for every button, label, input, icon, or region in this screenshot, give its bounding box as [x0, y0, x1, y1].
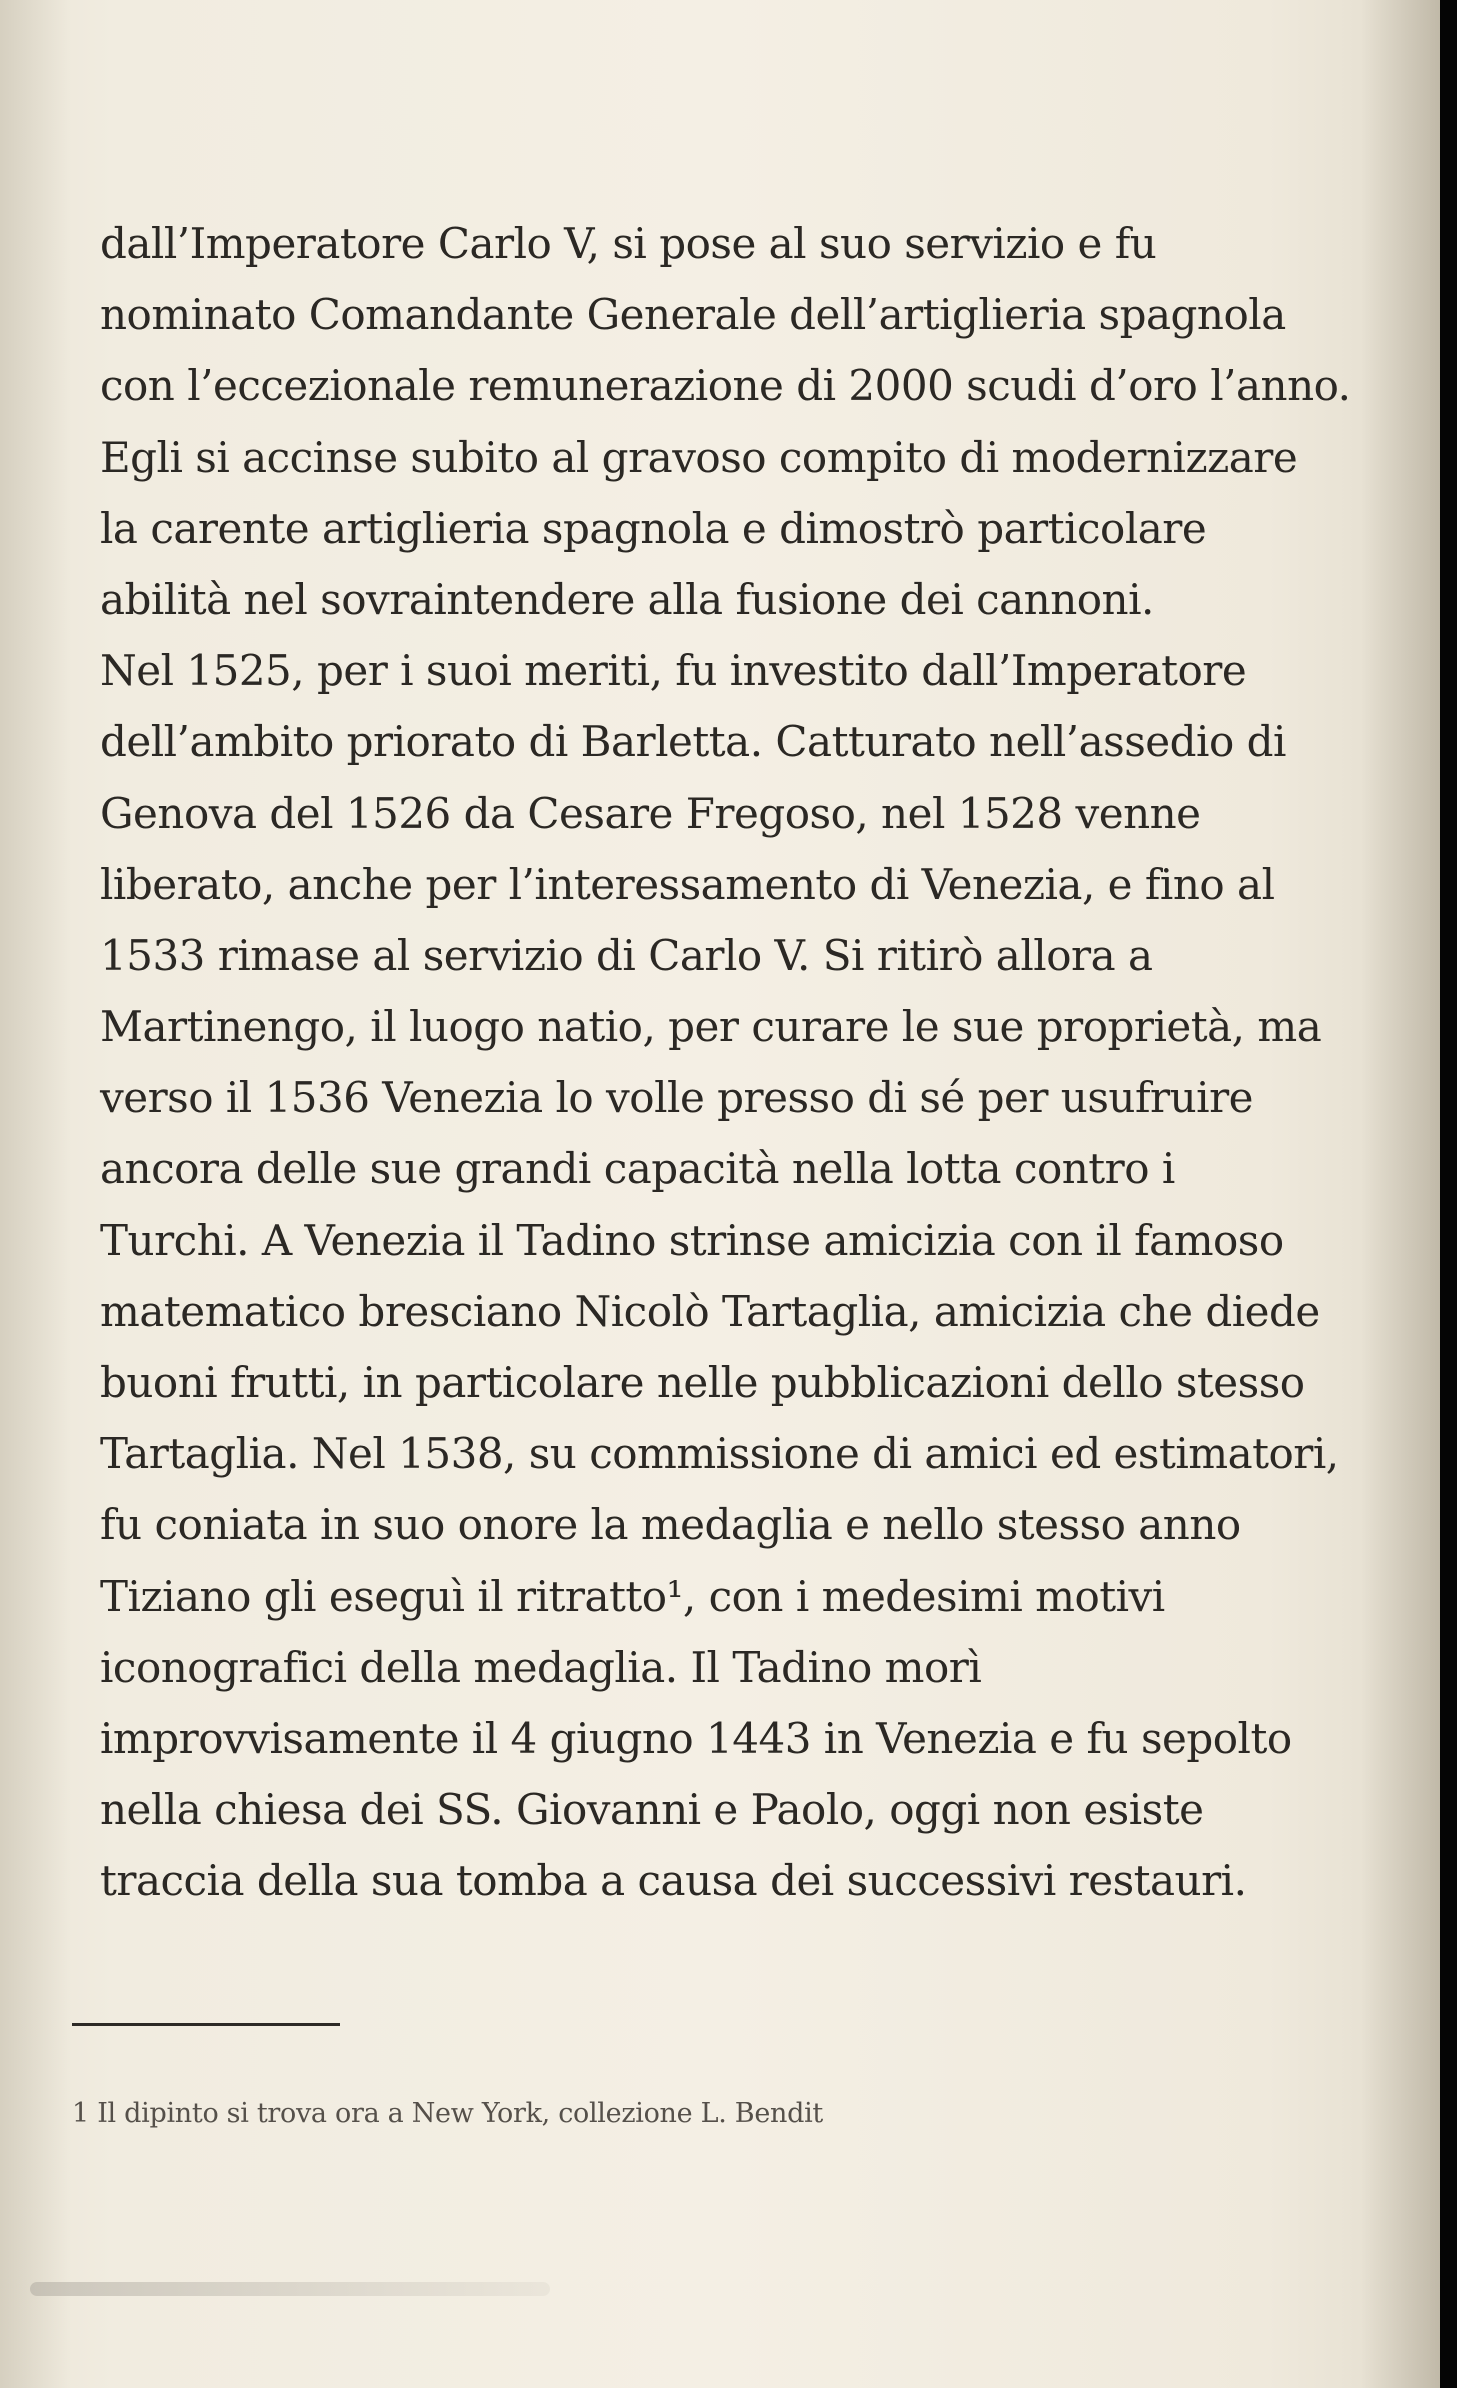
footnote-text: Il dipinto si trova ora a New York, collezione L. Bendit [97, 2098, 823, 2129]
text-line: ancora delle sue grandi capacità nella lotta contro i [100, 1144, 1175, 1194]
footnote [72, 2098, 823, 2129]
footnote-marker: 1 [72, 2098, 89, 2129]
page-smudge [30, 2282, 550, 2296]
text-line: Egli si accinse subito al gravoso compito di modernizzare [100, 432, 1298, 482]
text-line: iconografici della medaglia. Il Tadino morì [100, 1642, 982, 1692]
text-line: fu coniata in suo onore la medaglia e nello stesso anno [100, 1500, 1241, 1550]
text-line: traccia della sua tomba a causa dei successivi restauri. [100, 1856, 1247, 1906]
text-line: dell’ambito priorato di Barletta. Catturato nell’assedio di [100, 717, 1286, 767]
text-line: Turchi. A Venezia il Tadino strinse amicizia con il famoso [100, 1215, 1284, 1265]
text-line: Genova del 1526 da Cesare Fregoso, nel 1528 venne [100, 788, 1201, 838]
text-line: Tartaglia. Nel 1538, su commissione di amici ed estimatori, [100, 1429, 1339, 1479]
text-line: verso il 1536 Venezia lo volle presso di sé per usufruire [100, 1073, 1253, 1123]
text-line: con l’eccezionale remunerazione di 2000 scudi d’oro l’anno. [100, 361, 1351, 411]
text-line: nella chiesa dei SS. Giovanni e Paolo, oggi non esiste [100, 1785, 1204, 1835]
body-text [100, 208, 1351, 1917]
text-line: matematico bresciano Nicolò Tartaglia, amicizia che diede [100, 1286, 1320, 1336]
text-line: nominato Comandante Generale dell’artiglieria spagnola [100, 290, 1286, 340]
text-line: 1533 rimase al servizio di Carlo V. Si ritirò allora a [100, 930, 1153, 980]
text-line: buoni frutti, in particolare nelle pubblicazioni dello stesso [100, 1358, 1305, 1407]
text-line: la carente artiglieria spagnola e dimostrò particolare [100, 503, 1207, 553]
text-line: dall’Imperatore Carlo V, si pose al suo servizio e fu [100, 219, 1157, 268]
text-line: improvvisamente il 4 giugno 1443 in Venezia e fu sepolto [100, 1713, 1292, 1763]
page-shadow-right [1360, 0, 1440, 2388]
text-line: Nel 1525, per i suoi meriti, fu investito dall’Imperatore [100, 646, 1247, 696]
footnote-separator [72, 2023, 340, 2026]
background-edge [1440, 0, 1457, 2388]
page-shadow-left [0, 0, 70, 2388]
text-line: Tiziano gli eseguì il ritratto¹, con i medesimi motivi [100, 1571, 1165, 1621]
text-line: abilità nel sovraintendere alla fusione dei cannoni. [100, 574, 1154, 624]
text-line: liberato, anche per l’interessamento di Venezia, e fino al [100, 859, 1275, 909]
text-line: Martinengo, il luogo natio, per curare le sue proprietà, ma [100, 1002, 1322, 1052]
